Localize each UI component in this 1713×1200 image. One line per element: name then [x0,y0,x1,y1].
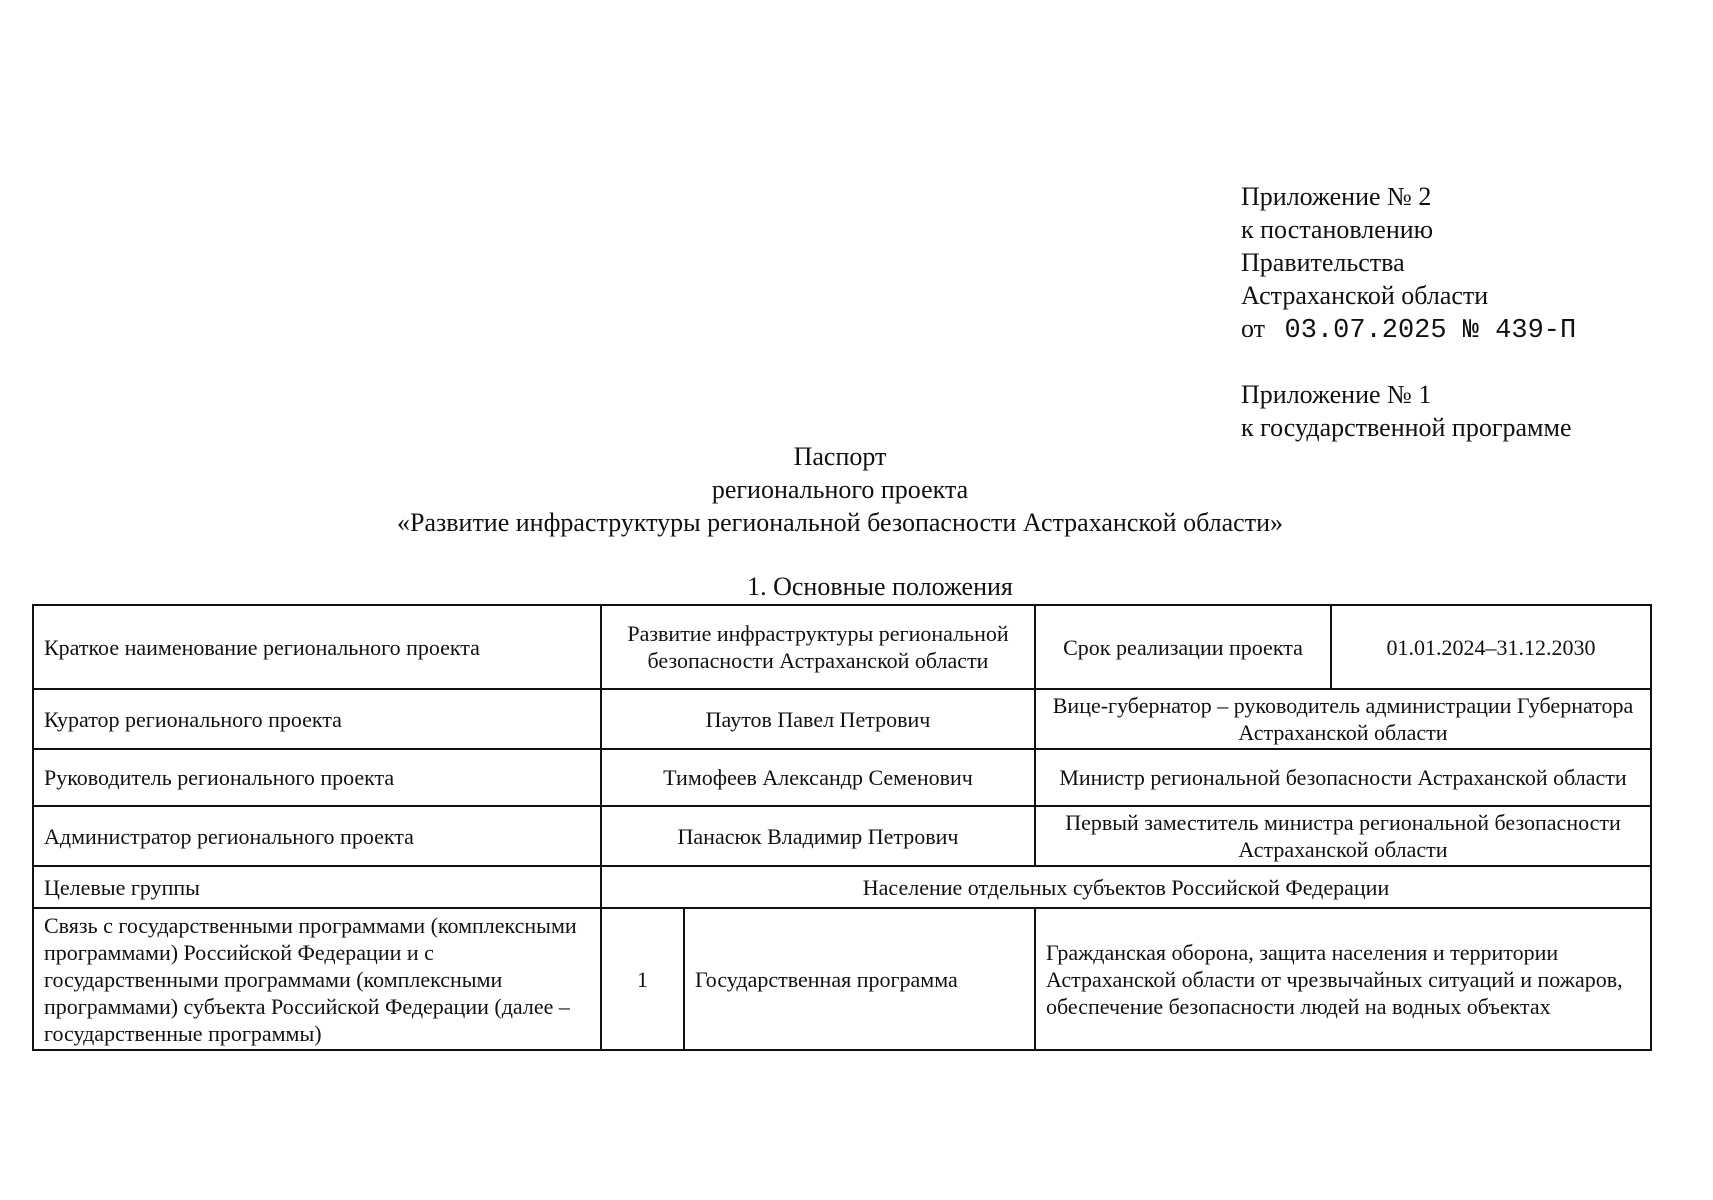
appendix-2-line4: Астраханской области [1241,281,1489,310]
table-row [33,689,1651,749]
program-number: 1 [601,908,684,1050]
administrator-name: Панасюк Владимир Петрович [601,806,1035,866]
target-groups-value: Население отдельных субъектов Российской Федерации [601,866,1651,908]
head-position: Министр региональной безопасности Астраханской области [1035,749,1651,806]
table-row [33,749,1651,806]
title-line1: Паспорт [793,442,887,471]
curator-position: Вице-губернатор – руководитель администрации Губернатора Астраханской области [1035,689,1651,749]
curator-label: Куратор регионального проекта [33,689,601,749]
curator-name: Паутов Павел Петрович [601,689,1035,749]
appendix-1-block [1241,378,1572,444]
head-name: Тимофеев Александр Семенович [601,749,1035,806]
appendix-1-line1: Приложение № 1 [1241,380,1432,409]
appendix-2-line2: к постановлению [1241,215,1434,244]
title-line3: «Развитие инфраструктуры региональной безопасности Астраханской области» [396,508,1284,537]
administrator-position: Первый заместитель министра региональной безопасности Астраханской области [1035,806,1651,866]
appendix-2-line3: Правительства [1241,248,1405,277]
short-name-value: Развитие инфраструктуры региональной безопасности Астраханской области [601,605,1035,689]
program-name: Гражданская оборона, защита населения и территории Астраханской области от чрезвычайных ситуаций и пожаров, обеспечение безопасности людей на водных объектах [1035,908,1651,1050]
appendix-2-line1: Приложение № 2 [1241,182,1432,211]
programs-link-label: Связь с государственными программами (комплексными программами) Российской Федерации и с государственными программами (комплексными программами) субъекта Российской Федерации (далее – государственные программы) [33,908,601,1050]
short-name-label: Краткое наименование регионального проекта [33,605,601,689]
term-label: Срок реализации проекта [1035,605,1331,689]
administrator-label: Администратор регионального проекта [33,806,601,866]
main-provisions-table [32,604,1652,1051]
title-line2: регионального проекта [711,475,969,504]
head-label: Руководитель регионального проекта [33,749,601,806]
table-row [33,908,1651,1050]
table-row [33,605,1651,689]
term-value: 01.01.2024–31.12.2030 [1331,605,1651,689]
section-title: 1. Основные положения [747,572,1013,601]
target-groups-label: Целевые группы [33,866,601,908]
passport-title [0,440,1680,539]
decree-date-prefix: от [1241,314,1266,343]
decree-number: 03.07.2025 № 439-П [1284,316,1577,346]
decree-date-line [1241,312,1576,348]
program-type: Государственная программа [684,908,1035,1050]
appendix-2-block [1241,180,1576,348]
table-row [33,806,1651,866]
table-row [33,866,1651,908]
appendix-1-line2: к государственной программе [1241,413,1572,442]
